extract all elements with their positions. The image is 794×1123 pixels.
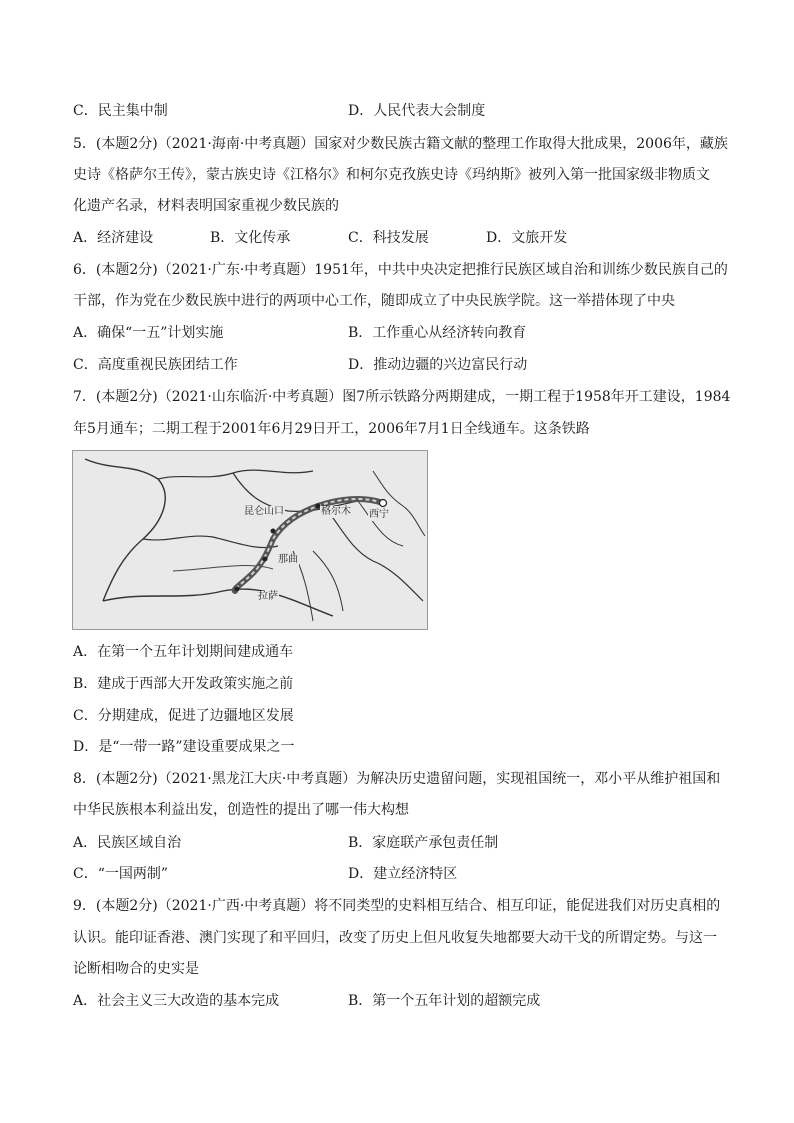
- q8-stem-line-2: 中华民族根本利益出发，创造性的提出了哪一伟大构想: [73, 802, 409, 818]
- label-xining: 西宁: [369, 509, 389, 520]
- border-line-5: [103, 589, 333, 616]
- station-xining: [380, 500, 387, 507]
- river-line-2: [313, 551, 343, 611]
- q7-stem-line-2: 年5月通车；二期工程于2001年6月29日开工，2006年7月1日全线通车。这条铁路: [73, 421, 590, 437]
- q6-option-d[interactable]: D．推动边疆的兴边富民行动: [348, 357, 528, 373]
- station-lhasa: [235, 587, 240, 592]
- label-golmud: 格尔木: [321, 506, 351, 517]
- q6-stem-line-1: 6．(本题2分)（2021·广东·中考真题）1951年，中共中央决定把推行民族区域自治和训练少数民族自己的: [73, 262, 728, 278]
- q8-stem-line-1: 8．(本题2分)（2021·黑龙江大庆·中考真题）为解决历史遗留问题，实现祖国统一，邓小平从维护祖国和: [73, 771, 721, 787]
- label-nagqu: 那曲: [278, 554, 298, 565]
- q9-stem-line-3: 论断相吻合的史实是: [73, 961, 199, 977]
- q8-option-b[interactable]: B．家庭联产承包责任制: [348, 835, 499, 851]
- q6-option-c[interactable]: C．高度重视民族团结工作: [73, 357, 238, 373]
- q5-option-a[interactable]: A．经济建设: [73, 230, 154, 246]
- q6-stem-line-2: 干部，作为党在少数民族中进行的两项中心工作，随即成立了中央民族学院。这一举措体现了中央: [73, 293, 675, 309]
- q8-option-d[interactable]: D．建立经济特区: [348, 866, 458, 882]
- station-nagqu: [263, 557, 268, 562]
- q7-option-a[interactable]: A．在第一个五年计划期间建成通车: [73, 644, 294, 660]
- q8-option-c[interactable]: C．“一国两制”: [73, 866, 169, 882]
- q5-option-d[interactable]: D．文旅开发: [486, 230, 568, 246]
- railway-map-figure: [72, 450, 428, 630]
- q5-option-b[interactable]: B．文化传承: [210, 230, 291, 246]
- q6-option-a[interactable]: A．确保“一五”计划实施: [73, 325, 224, 341]
- border-line-4: [143, 536, 278, 548]
- q5-stem-line-1: 5．(本题2分)（2021·海南·中考真题）国家对少数民族古籍文献的整理工作取得大批成果，2006年，藏族: [73, 136, 728, 152]
- q5-stem-line-2: 史诗《格萨尔王传》，蒙古族史诗《江格尔》和柯尔克孜族史诗《玛纳斯》被列入第一批国家级非物质文: [73, 167, 710, 183]
- q7-stem-line-1: 7．(本题2分)（2021·山东临沂·中考真题）图7所示铁路分两期建成，一期工程于1958年开工建设，1984: [73, 389, 731, 405]
- q6-option-b[interactable]: B．工作重心从经济转向教育: [348, 325, 527, 341]
- q8-option-a[interactable]: A．民族区域自治: [73, 835, 182, 851]
- q7-option-c[interactable]: C．分期建成，促进了边疆地区发展: [73, 708, 294, 724]
- river-line-1: [358, 501, 403, 546]
- q4-option-c[interactable]: C．民主集中制: [73, 103, 168, 119]
- q4-option-d[interactable]: D．人民代表大会制度: [348, 103, 486, 119]
- border-line-1: [85, 459, 165, 601]
- q9-option-b[interactable]: B．第一个五年计划的超额完成: [348, 993, 541, 1009]
- q5-stem-line-3: 化遗产名录，材料表明国家重视少数民族的: [73, 198, 339, 214]
- q7-option-b[interactable]: B．建成于西部大开发政策实施之前: [73, 676, 294, 692]
- q7-option-d[interactable]: D．是“一带一路”建设重要成果之一: [73, 739, 295, 755]
- label-lhasa: 拉萨: [258, 591, 278, 602]
- map-drawing: [73, 451, 427, 629]
- q5-option-c[interactable]: C．科技发展: [348, 230, 429, 246]
- station-kunlun: [271, 529, 276, 534]
- q9-stem-line-2: 认识。能印证香港、澳门实现了和平回归，改变了历史上但凡收复失地都要大动干戈的所谓定势。与这一: [73, 930, 717, 946]
- q9-stem-line-1: 9．(本题2分)（2021·广西·中考真题）将不同类型的史料相互结合、相互印证，能促进我们对历史真相的: [73, 898, 721, 914]
- label-kunlun: 昆仑山口: [244, 506, 284, 517]
- q9-option-a[interactable]: A．社会主义三大改造的基本完成: [73, 993, 280, 1009]
